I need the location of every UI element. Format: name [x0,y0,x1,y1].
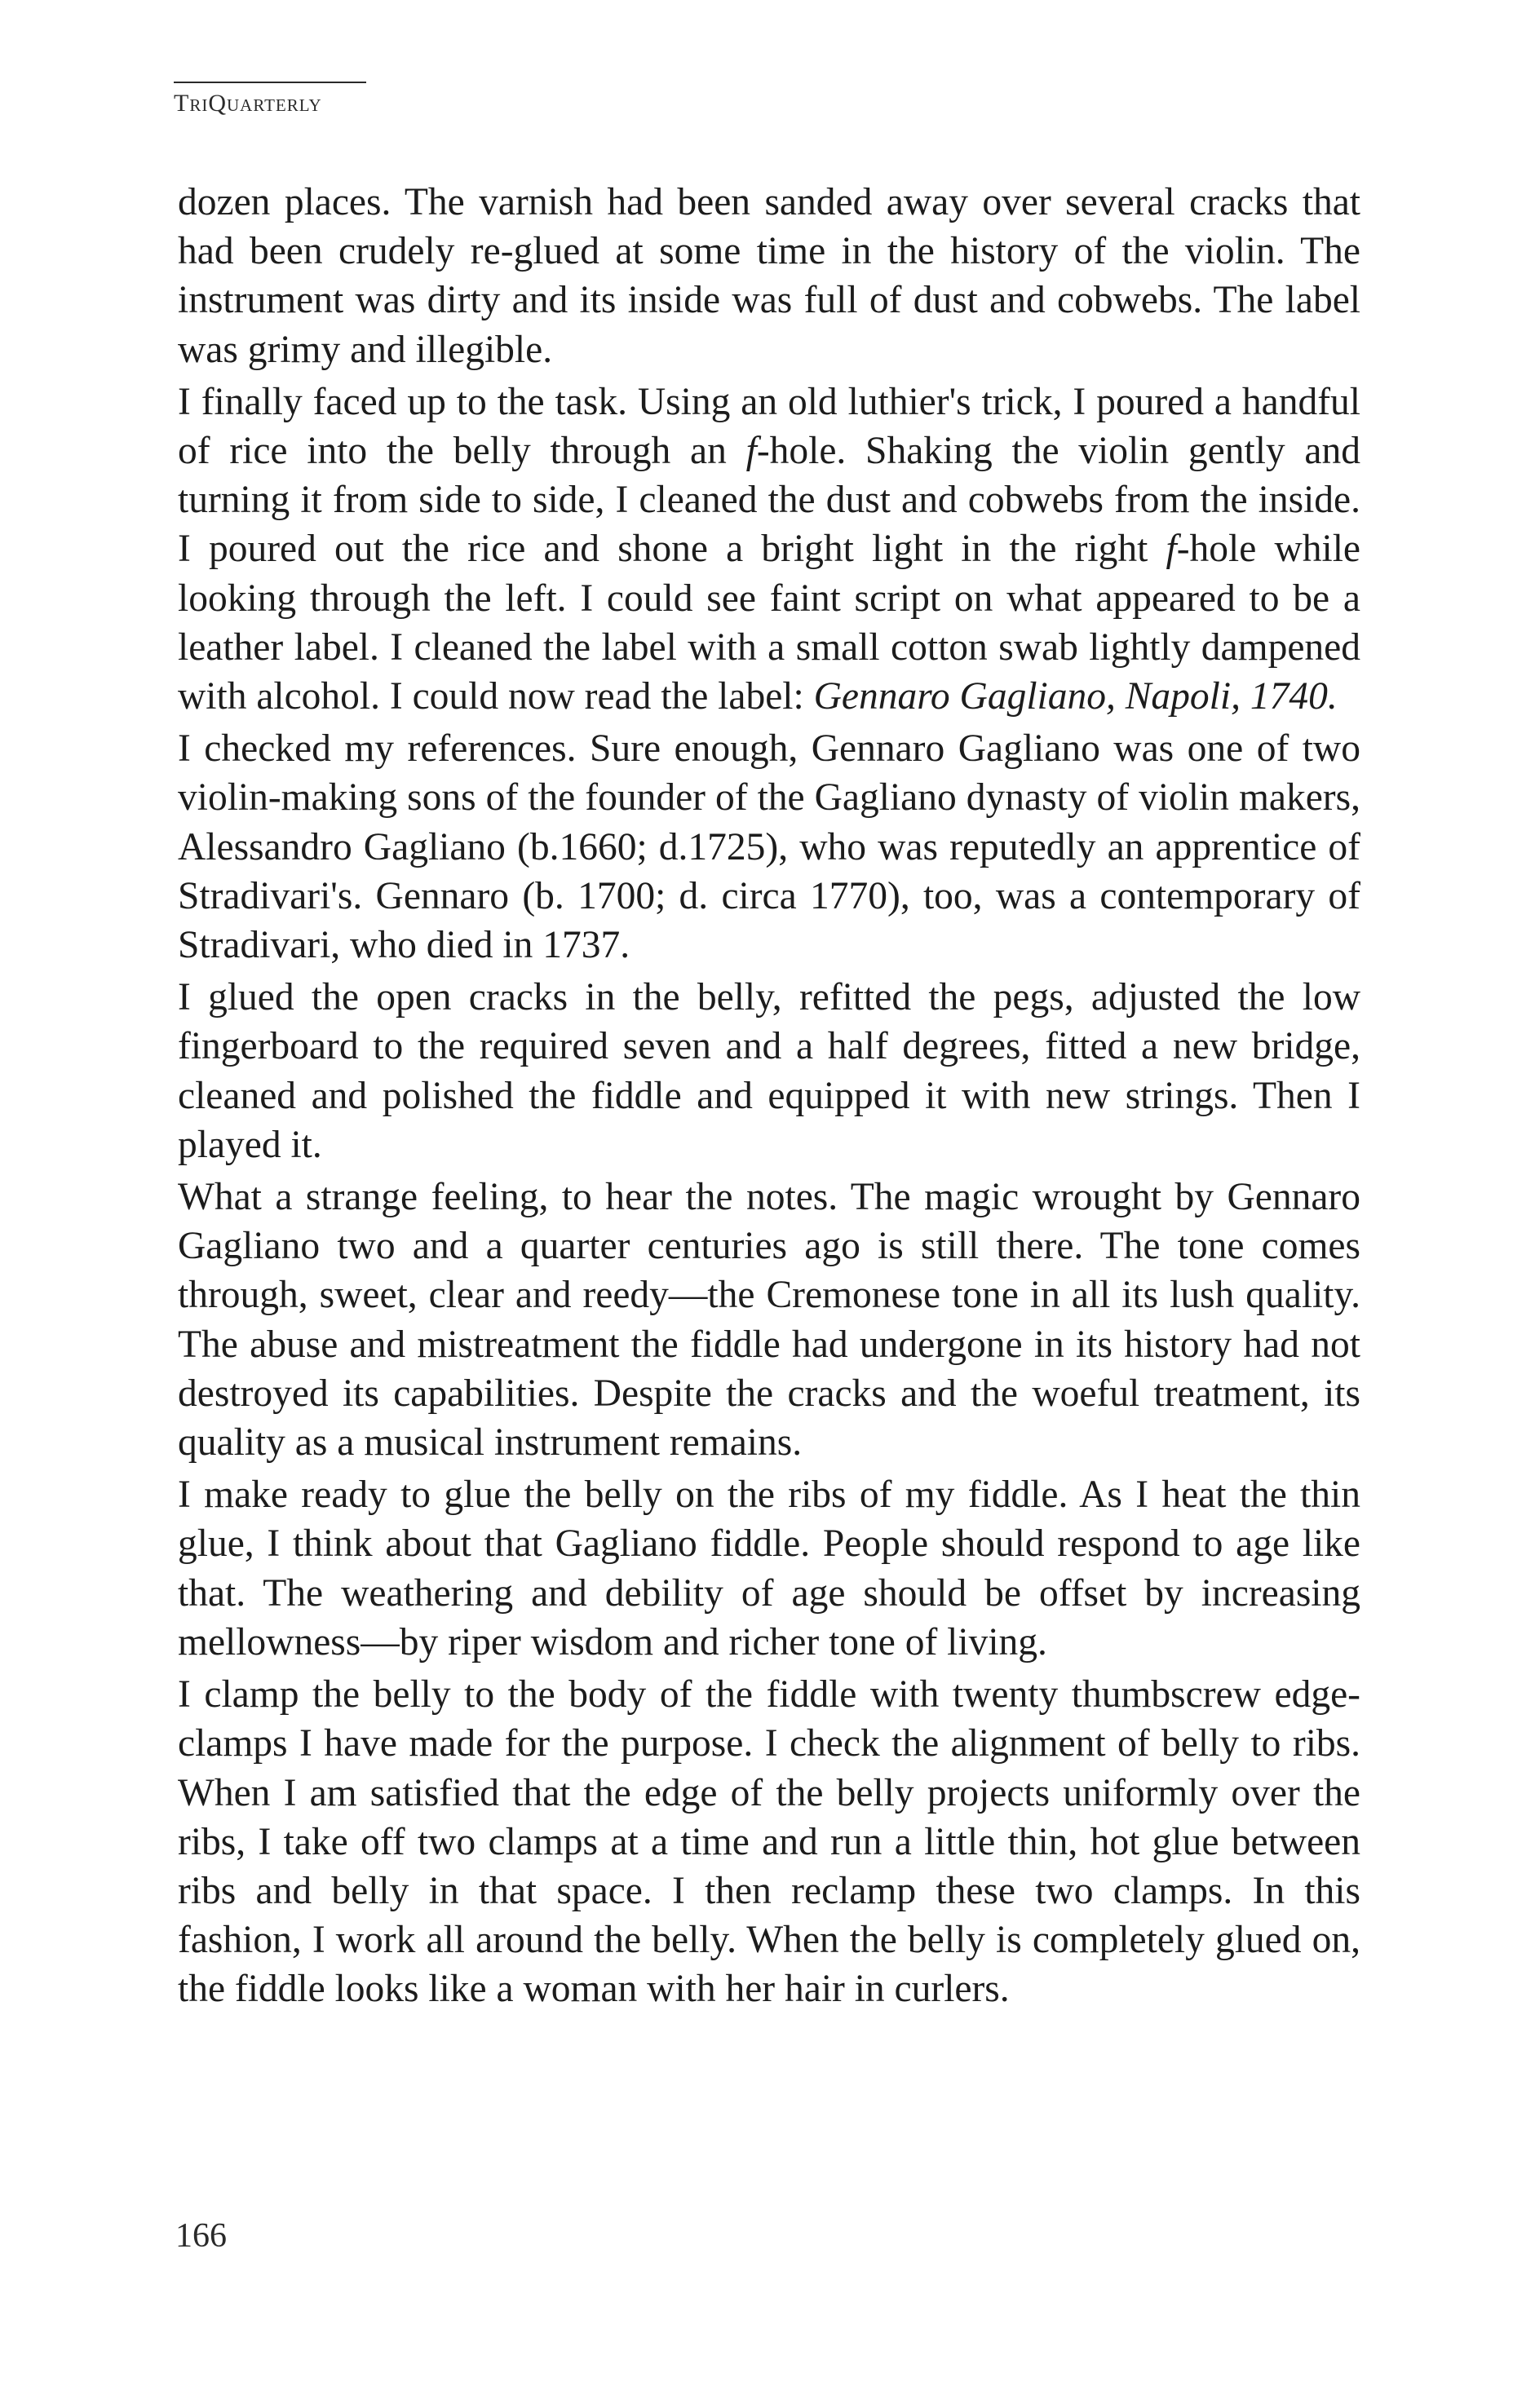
text-segment: I glued the open cracks in the belly, refitted the pegs, adjusted the low fingerboard to the required seven and a half degrees, fitted a new bridge, cleaned and polished the fiddle and equipped it with new strings. Then I played it. [178,976,1360,1166]
page-number: 166 [175,2217,227,2255]
text-segment: I make ready to glue the belly on the ribs of my fiddle. As I heat the thin glue, I think about that Gagliano fiddle. People should respond to age like that. The weathering and debility of age should be offset by increasing mellowness—by riper wisdom and richer tone of living. [178,1474,1360,1664]
italic-text: f [1166,528,1177,571]
paragraph [178,378,1360,721]
text-segment: I clamp the belly to the body of the fiddle with twenty thumbscrew edge-clamps I have made for the purpose. I check the alignment of belly to ribs. When I am satisfied that the edge of the belly projects uniformly over the ribs, I take off two clamps at a time and run a little thin, hot glue between ribs and belly in that space. I then reclamp these two clamps. In this fashion, I work all around the belly. When the belly is completely glued on, the fiddle looks like a woman with her hair in curlers. [178,1673,1360,2011]
italic-text: Gennaro Gagliano, Napoli, 1740. [813,675,1338,718]
paragraph [178,1173,1360,1467]
text-segment: -hole. Shaking the violin gently and turning it from side to side, I cleaned the dust and cobwebs from the inside. I poured out the rice and shone a bright light in the right [178,430,1360,571]
text-segment: What a strange feeling, to hear the notes. The magic wrought by Gennaro Gagliano two and a quarter centuries ago is still there. The tone comes through, sweet, clear and reedy—the Cremonese tone in all its lush quality. The abuse and mistreatment the fiddle had undergone in its history had not destroyed its capabilities. Despite the cracks and the woeful treatment, its quality as a musical instrument remains. [178,1176,1360,1465]
running-head-rule [174,82,366,83]
text-segment: dozen places. The varnish had been sanded away over several cracks that had been crudely re-glued at some time in the history of the violin. The instrument was dirty and its inside was full of dust and cobwebs. The label was grimy and illegible. [178,181,1360,371]
running-head: TriQuarterly [174,90,322,117]
paragraph [178,1470,1360,1667]
paragraph [178,973,1360,1169]
paragraph [178,1670,1360,2013]
text-segment: I checked my references. Sure enough, Gennaro Gagliano was one of two violin-making sons of the founder of the Gagliano dynasty of violin makers, Alessandro Gagliano (b.1660; d.1725), who was reputedly an apprentice of Stradivari's. Gennaro (b. 1700; d. circa 1770), too, was a contemporary of Stradivari, who died in 1737. [178,727,1360,967]
italic-text: f [745,430,757,473]
text-segment: I finally faced up to the task. Using an old luthier's trick, I poured a handful of rice into the belly through an [178,380,1360,473]
paragraph [178,724,1360,970]
body-text [178,178,1360,2014]
paragraph [178,178,1360,374]
text-segment: -hole while looking through the left. I could see faint script on what appeared to be a leather label. I cleaned the label with a small cotton swab lightly dampened with alcohol. I could now read the label: [178,528,1360,718]
